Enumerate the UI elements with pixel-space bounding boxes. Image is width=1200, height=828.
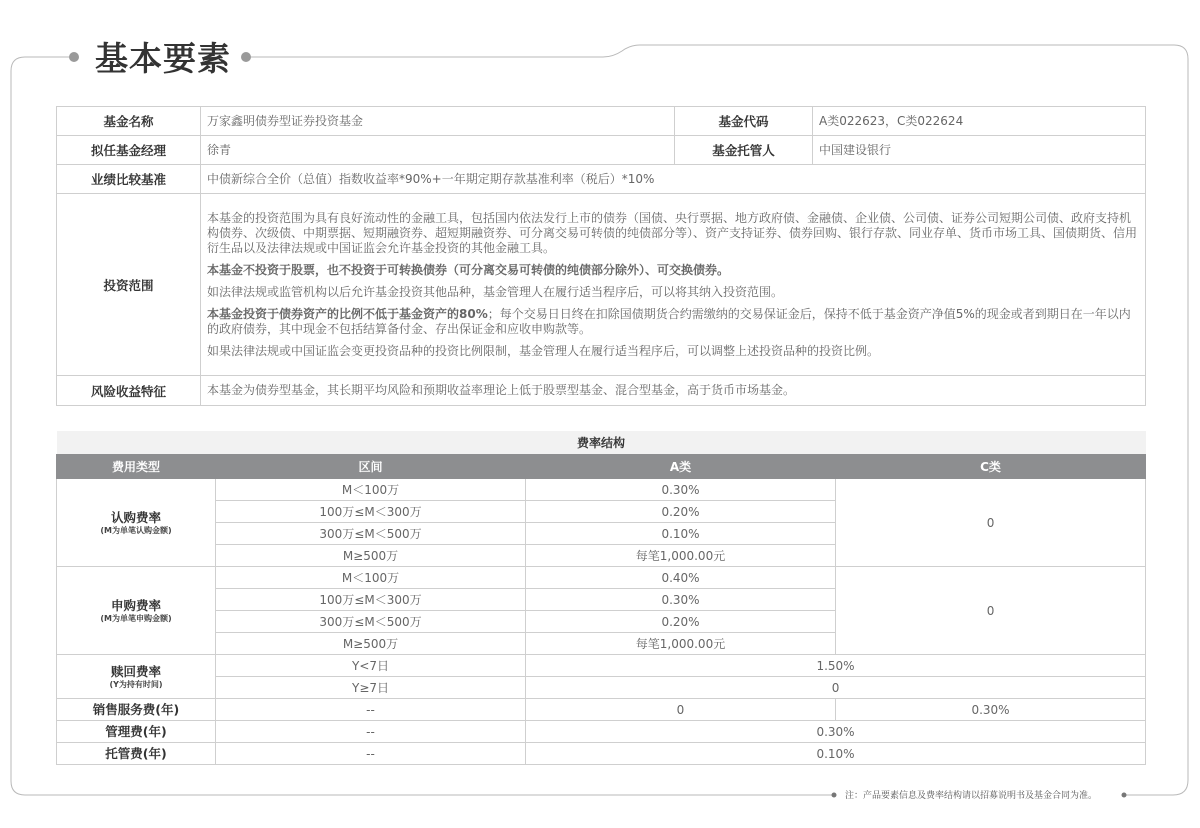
scope-label: 投资范围 <box>57 194 201 376</box>
table-row <box>57 721 1146 743</box>
scope-ratio-rest: ；每个交易日日终在扣除国债期货合约需缴纳的交易保证金后，保持不低于基金资产净值5%的现金或者到期日在一年以内的政府债券，其中现金不包括结算备付金、存出保证金和应收申购款等。 <box>207 307 1131 336</box>
scope-value <box>201 194 1146 376</box>
header-fee-type: 费用类型 <box>57 455 216 479</box>
table-row <box>57 194 1146 376</box>
table-row <box>57 107 1146 136</box>
subscription-fee-title: 认购费率 <box>110 509 161 525</box>
scope-paragraph: 如法律法规或监管机构以后允许基金投资其他品种，基金管理人在履行适当程序后，可以将其纳入投资范围。 <box>207 285 784 299</box>
table-row <box>57 699 1146 721</box>
header-class-a: A类 <box>526 455 836 479</box>
table-row <box>57 677 1146 699</box>
value-cell: 0.30% <box>526 721 1146 743</box>
table-row <box>57 567 1146 589</box>
range-cell: Y<7日 <box>216 655 526 677</box>
range-cell: M＜100万 <box>216 479 526 501</box>
manager-label: 拟任基金经理 <box>57 136 201 165</box>
purchase-fee-title: 申购费率 <box>110 597 161 613</box>
fund-code-label: 基金代码 <box>675 107 813 136</box>
scope-paragraph: 如果法律法规或中国证监会变更投资品种的投资比例限制，基金管理人在履行适当程序后，可以调整上述投资品种的投资比例。 <box>207 344 880 358</box>
benchmark-value: 中债新综合全价（总值）指数收益率*90%+一年期定期存款基准利率（税后）*10% <box>201 165 1146 194</box>
table-row <box>57 165 1146 194</box>
range-cell: -- <box>216 743 526 765</box>
purchase-fee-label <box>57 567 216 655</box>
custody-fee-label: 托管费(年) <box>57 743 216 765</box>
scope-ratio-bold: 本基金投资于债券资产的比例不低于基金资产的80% <box>207 307 488 321</box>
scope-paragraph-bold: 本基金不投资于股票，也不投资于可转换债券（可分离交易可转债的纯债部分除外）、可交换债券。 <box>207 263 730 277</box>
risk-value: 本基金为债券型基金，其长期平均风险和预期收益率理论上低于股票型基金、混合型基金，高于货币市场基金。 <box>201 376 1146 406</box>
footnote-left-dot-icon <box>832 793 837 798</box>
class-a-cell: 0.40% <box>526 567 836 589</box>
range-cell: M≥500万 <box>216 545 526 567</box>
range-cell: 100万≤M＜300万 <box>216 501 526 523</box>
fund-name-value: 万家鑫明债券型证券投资基金 <box>201 107 675 136</box>
fund-info-table <box>56 106 1146 406</box>
purchase-fee-note: (M为单笔申购金额) <box>100 613 172 623</box>
redemption-fee-title: 赎回费率 <box>110 663 161 679</box>
footnote-right-dot-icon <box>1122 793 1127 798</box>
fee-structure-table <box>56 431 1146 765</box>
class-c-cell: 0.30% <box>836 699 1146 721</box>
table-row <box>57 136 1146 165</box>
class-a-cell: 每笔1,000.00元 <box>526 545 836 567</box>
class-a-cell: 0.20% <box>526 611 836 633</box>
subscription-fee-note: (M为单笔认购金额) <box>100 525 172 535</box>
class-a-cell: 0.30% <box>526 589 836 611</box>
fee-table-caption: 费率结构 <box>57 431 1146 455</box>
footnote: 注：产品要素信息及费率结构请以招募说明书及基金合同为准。 <box>845 791 1098 801</box>
redemption-fee-label <box>57 655 216 699</box>
class-a-cell: 0 <box>526 699 836 721</box>
subscription-fee-label <box>57 479 216 567</box>
header-class-c: C类 <box>836 455 1146 479</box>
page-title: 基本要素 <box>95 39 231 78</box>
header-range: 区间 <box>216 455 526 479</box>
custodian-value: 中国建设银行 <box>813 136 1146 165</box>
title-right-dot-icon <box>241 52 251 62</box>
range-cell: M≥500万 <box>216 633 526 655</box>
value-cell: 0.10% <box>526 743 1146 765</box>
table-row <box>57 431 1146 455</box>
range-cell: Y≥7日 <box>216 677 526 699</box>
fund-name-label: 基金名称 <box>57 107 201 136</box>
class-c-cell: 0 <box>836 479 1146 567</box>
scope-paragraph <box>207 307 1139 337</box>
class-a-cell: 0.10% <box>526 523 836 545</box>
redemption-fee-note: (Y为持有时间) <box>109 679 163 689</box>
scope-paragraph: 本基金的投资范围为具有良好流动性的金融工具，包括国内依法发行上市的债券（国债、央行票据、地方政府债、金融债、企业债、公司债、证券公司短期公司债、政府支持机构债券、次级债、中期票据、短期融资券、超短期融资券、可分离交易可转债的纯债部分等）、资产支持证券、债券回购、银行存款、同业存单、货币市场工具、国债期货、信用衍生品以及法律法规或中国证监会允许基金投资的其他金融工具。 <box>207 211 1138 255</box>
range-cell: -- <box>216 721 526 743</box>
title-left-dot-icon <box>69 52 79 62</box>
table-row <box>57 655 1146 677</box>
class-a-cell: 每笔1,000.00元 <box>526 633 836 655</box>
range-cell: 300万≤M＜500万 <box>216 611 526 633</box>
range-cell: 300万≤M＜500万 <box>216 523 526 545</box>
table-row <box>57 479 1146 501</box>
class-a-cell: 0.30% <box>526 479 836 501</box>
table-row <box>57 376 1146 406</box>
class-c-cell: 0 <box>836 567 1146 655</box>
risk-label: 风险收益特征 <box>57 376 201 406</box>
range-cell: -- <box>216 699 526 721</box>
value-cell: 0 <box>526 677 1146 699</box>
custodian-label: 基金托管人 <box>675 136 813 165</box>
table-row <box>57 743 1146 765</box>
manager-value: 徐青 <box>201 136 675 165</box>
benchmark-label: 业绩比较基准 <box>57 165 201 194</box>
fund-code-value: A类022623，C类022624 <box>813 107 1146 136</box>
management-fee-label: 管理费(年) <box>57 721 216 743</box>
range-cell: 100万≤M＜300万 <box>216 589 526 611</box>
sales-service-fee-label: 销售服务费(年) <box>57 699 216 721</box>
table-header-row <box>57 455 1146 479</box>
class-a-cell: 0.20% <box>526 501 836 523</box>
range-cell: M＜100万 <box>216 567 526 589</box>
value-cell: 1.50% <box>526 655 1146 677</box>
